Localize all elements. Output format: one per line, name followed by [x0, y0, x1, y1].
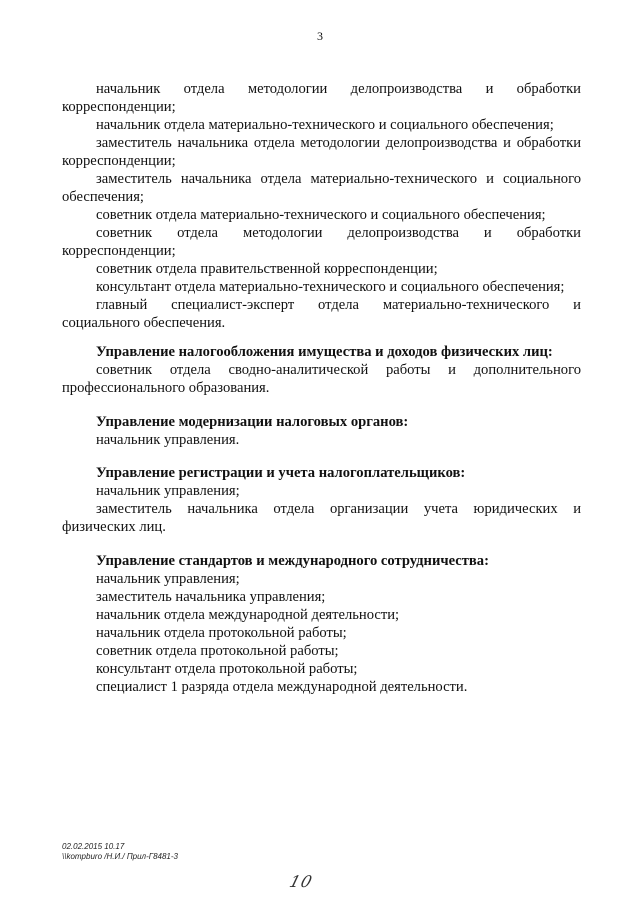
intro-list: [62, 80, 581, 332]
section-property-tax: [62, 343, 581, 397]
list-item: главный специалист-эксперт отдела материально-технического и социального обеспечения.: [62, 297, 581, 331]
list-item: специалист 1 разряда отдела международной деятельности.: [96, 679, 468, 695]
list-item: начальник отдела международной деятельности;: [96, 607, 400, 623]
list-item: начальник управления;: [96, 483, 240, 499]
list-item: советник отдела методологии делопроизводства и обработки корреспонденции;: [62, 225, 581, 259]
section-heading: Управление модернизации налоговых органов:: [96, 414, 409, 430]
list-item: начальник отдела методологии делопроизводства и обработки корреспонденции;: [62, 81, 581, 115]
list-item: начальник отдела протокольной работы;: [96, 625, 347, 641]
list-item: советник отдела правительственной корреспонденции;: [96, 261, 438, 277]
section-heading: Управление регистрации и учета налогоплательщиков:: [96, 465, 466, 481]
list-item: начальник управления;: [96, 571, 240, 587]
list-item: начальник отдела материально-технического и социального обеспечения;: [96, 117, 554, 133]
list-item: консультант отдела протокольной работы;: [96, 661, 358, 677]
list-item: консультант отдела материально-технического и социального обеспечения;: [96, 279, 565, 295]
footer-timestamp: 02.02.2015 10.17: [62, 842, 125, 851]
list-item: начальник управления.: [96, 432, 240, 448]
section-heading: Управление налогообложения имущества и доходов физических лиц:: [96, 344, 553, 360]
list-item: советник отдела материально-технического и социального обеспечения;: [96, 207, 546, 223]
footer-file-path: \\kompburo /Н.И./ Прил-Г8481-3: [62, 852, 178, 861]
section-standards: [62, 552, 581, 696]
list-item: заместитель начальника отдела методологии делопроизводства и обработки корреспонденции;: [62, 135, 581, 169]
list-item: заместитель начальника управления;: [96, 589, 326, 605]
list-item: заместитель начальника отдела организации учета юридических и физических лиц.: [62, 501, 581, 535]
list-item: советник отдела сводно-аналитической работы и дополнительного профессионального образования.: [62, 362, 581, 396]
section-heading: Управление стандартов и международного сотрудничества:: [96, 553, 489, 569]
page-number: 3: [317, 29, 323, 43]
section-modernization: [62, 413, 581, 449]
section-registration: [62, 464, 581, 536]
handwritten-mark: 10: [287, 872, 315, 891]
document-footer: [62, 842, 178, 862]
list-item: заместитель начальника отдела материально-технического и социального обеспечения;: [62, 171, 581, 205]
list-item: советник отдела протокольной работы;: [96, 643, 339, 659]
